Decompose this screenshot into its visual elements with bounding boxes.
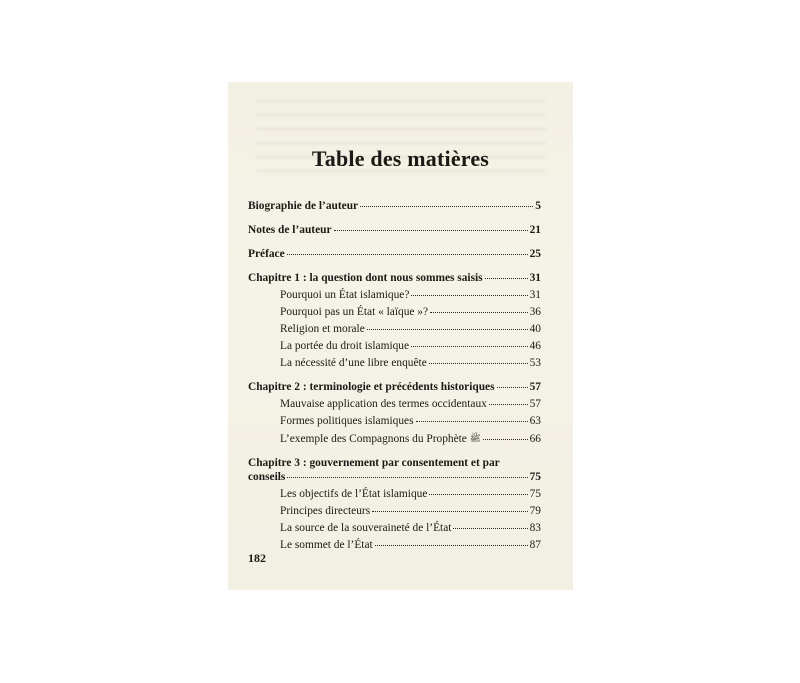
toc-entry-label: La portée du droit islamique bbox=[280, 340, 410, 352]
toc-entry-page: 57 bbox=[529, 398, 541, 410]
dot-leader bbox=[416, 421, 528, 422]
toc-entry-exemple-compagnons bbox=[248, 431, 541, 446]
toc-entry-label: Religion et morale bbox=[280, 323, 365, 335]
toc-entry-label: Le sommet de l’État bbox=[280, 539, 373, 551]
toc-entry-label: La source de la souveraineté de l’État bbox=[280, 522, 452, 534]
toc-entry-principes-directeurs bbox=[248, 504, 541, 518]
toc-entry-source-souverainete bbox=[248, 521, 541, 535]
toc-entry-preface bbox=[248, 247, 541, 261]
toc-entry-label: Chapitre 1 : la question dont nous sommes saisis bbox=[248, 272, 483, 284]
toc-entry-religion-morale bbox=[248, 322, 541, 336]
toc-entry-page: 31 bbox=[529, 289, 541, 301]
toc-entry-pourquoi-pas-laique bbox=[248, 305, 541, 319]
toc-entry-page: 79 bbox=[529, 505, 541, 517]
toc-entry-label: Chapitre 3 : gouvernement par consentement et par bbox=[248, 457, 500, 469]
toc-entry-sommet-etat bbox=[248, 538, 541, 552]
toc-entry-label: Principes directeurs bbox=[280, 505, 371, 517]
toc-entry-page: 25 bbox=[529, 248, 541, 260]
toc-entry-mauvaise-application bbox=[248, 397, 541, 411]
toc-entry-formes-politiques bbox=[248, 414, 541, 428]
toc-entry-page: 53 bbox=[529, 357, 541, 369]
toc-entry-label bbox=[280, 431, 481, 446]
dot-leader bbox=[372, 511, 527, 512]
toc-entry-portee-droit bbox=[248, 339, 541, 353]
toc-entry-biographie bbox=[248, 199, 541, 213]
toc-entry-label: Mauvaise application des termes occidentaux bbox=[280, 398, 487, 410]
toc-entry-page: 63 bbox=[529, 415, 541, 427]
toc-entry-libre-enquete bbox=[248, 356, 541, 370]
toc-entry-label: Pourquoi un État islamique? bbox=[280, 289, 410, 301]
toc-entry-label: Chapitre 2 : terminologie et précédents historiques bbox=[248, 381, 495, 393]
toc-entry-page: 36 bbox=[529, 306, 541, 318]
toc-entry-page: 21 bbox=[529, 224, 541, 236]
dot-leader bbox=[497, 387, 528, 388]
toc-entry-label: Les objectifs de l’État islamique bbox=[280, 488, 428, 500]
toc-title: Table des matières bbox=[311, 146, 490, 171]
honorific-glyph: ﷺ bbox=[469, 433, 481, 443]
dot-leader bbox=[429, 494, 527, 495]
dot-leader bbox=[360, 206, 533, 207]
dot-leader bbox=[453, 528, 527, 529]
toc-entry-pourquoi-etat-islamique bbox=[248, 288, 541, 302]
toc-entry-chapitre-3-continued bbox=[248, 470, 541, 484]
dot-leader bbox=[489, 404, 528, 405]
toc-entry-page: 57 bbox=[529, 381, 541, 393]
toc-entry-label-text: L’exemple des Compagnons du Prophète bbox=[280, 433, 467, 445]
toc-entry-label: Pourquoi pas un État « laïque »? bbox=[280, 306, 429, 318]
dot-leader bbox=[430, 312, 528, 313]
dot-leader bbox=[485, 278, 528, 279]
dot-leader bbox=[483, 439, 528, 440]
toc-entry-page: 87 bbox=[529, 539, 541, 551]
dot-leader bbox=[367, 329, 528, 330]
page-number: 182 bbox=[248, 551, 266, 565]
toc-entry-chapitre-2 bbox=[248, 380, 541, 394]
toc-entry-page: 75 bbox=[529, 488, 541, 500]
dot-leader bbox=[287, 254, 528, 255]
dot-leader bbox=[429, 363, 528, 364]
toc-entry-page: 66 bbox=[529, 433, 541, 445]
toc-entry-page: 40 bbox=[529, 323, 541, 335]
dot-leader bbox=[287, 477, 527, 478]
toc-entry-objectifs-etat bbox=[248, 487, 541, 501]
toc-entry-label: conseils bbox=[248, 471, 286, 483]
toc-entry-notes bbox=[248, 223, 541, 237]
dot-leader bbox=[411, 295, 527, 296]
toc-entry-label: La nécessité d’une libre enquête bbox=[280, 357, 427, 369]
toc-entry-page: 83 bbox=[529, 522, 541, 534]
toc-entry-page: 31 bbox=[529, 272, 541, 284]
toc-entry-label: Préface bbox=[248, 248, 285, 260]
toc-entry-chapitre-3 bbox=[248, 456, 541, 470]
dot-leader bbox=[334, 230, 528, 231]
dot-leader bbox=[375, 545, 528, 546]
toc-entry-chapitre-1 bbox=[248, 271, 541, 285]
toc-entry-page: 5 bbox=[535, 200, 541, 212]
table-of-contents bbox=[248, 196, 541, 555]
dot-leader bbox=[411, 346, 528, 347]
toc-entry-label: Biographie de l’auteur bbox=[248, 200, 359, 212]
toc-entry-label: Formes politiques islamiques bbox=[280, 415, 414, 427]
toc-entry-label: Notes de l’auteur bbox=[248, 224, 332, 236]
toc-entry-page: 75 bbox=[529, 471, 541, 483]
toc-entry-page: 46 bbox=[529, 340, 541, 352]
